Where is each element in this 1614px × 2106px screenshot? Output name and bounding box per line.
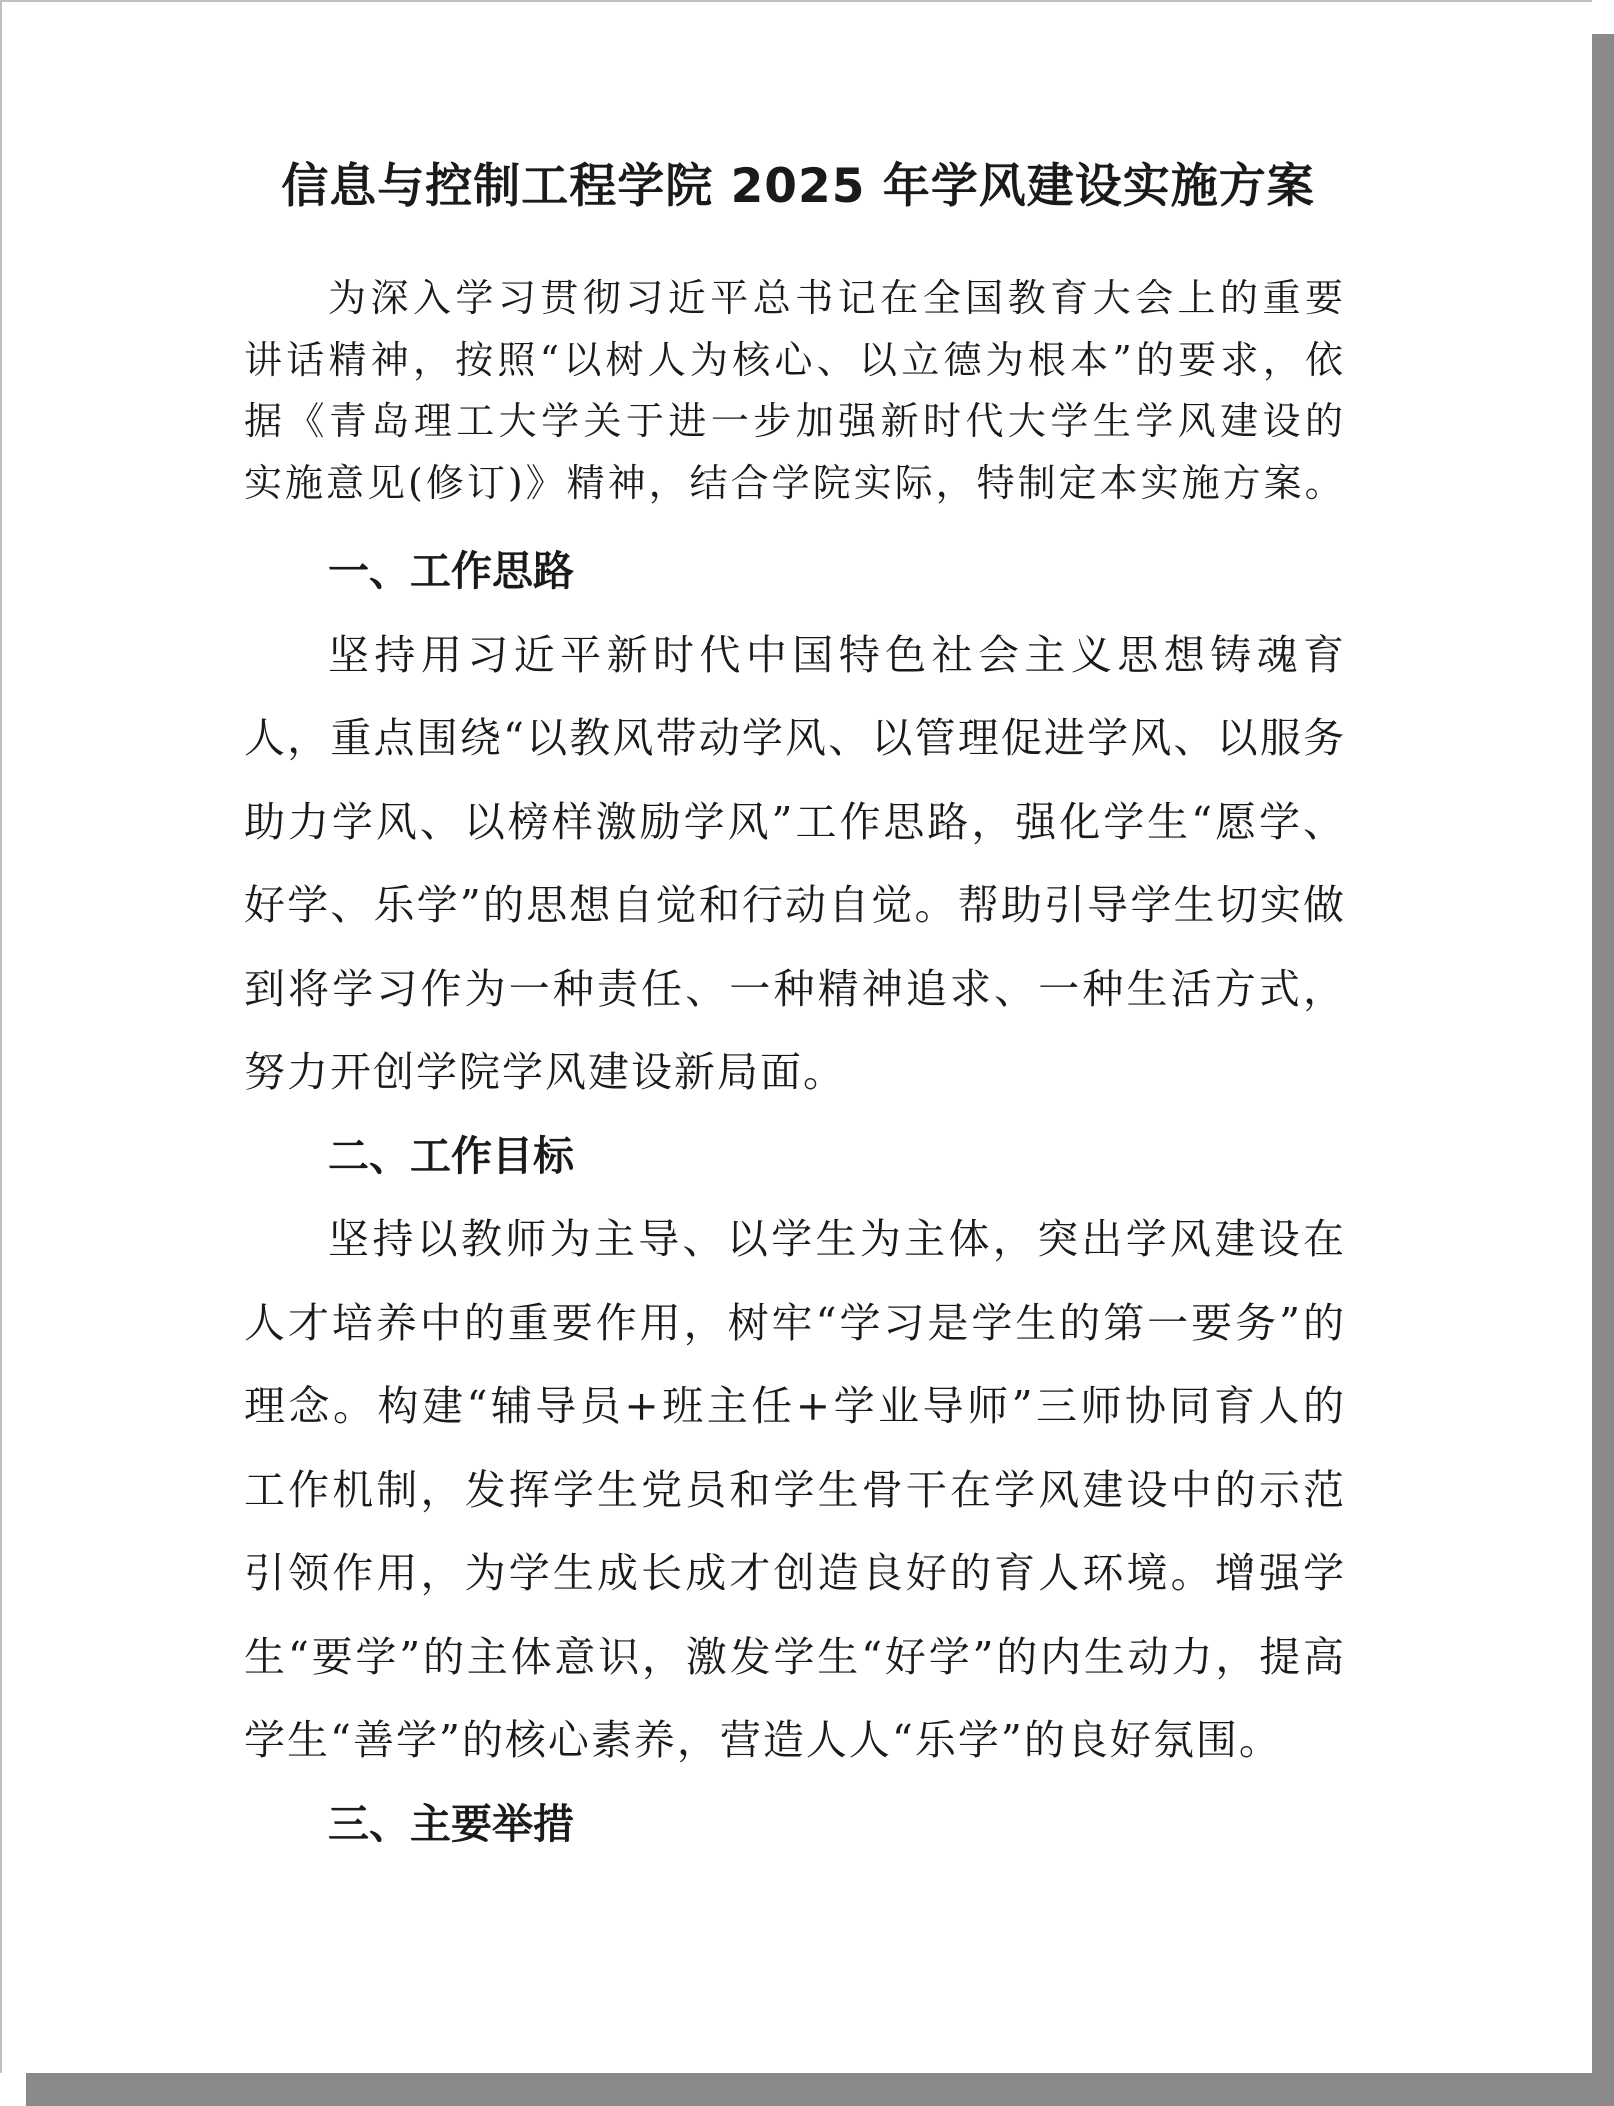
intro-paragraph: 为深入学习贯彻习近平总书记在全国教育大会上的重要讲话精神，按照“以树人为核心、以立德为根本”的要求，依据《青岛理工大学关于进一步加强新时代大学生学风建设的实施意见(修订)》精神，结合学院实际，特制定本实施方案。 — [244, 276, 1346, 505]
section-heading-1: 一、工作思路 — [328, 547, 574, 595]
section-heading-3: 三、主要举措 — [328, 1799, 574, 1848]
document-title: 信息与控制工程学院 2025 年学风建设实施方案 — [281, 159, 1315, 214]
document-body — [244, 268, 1346, 1866]
page-shadow-bottom — [26, 2073, 1614, 2106]
section-paragraph-2: 坚持以教师为主导、以学生为主体，突出学风建设在人才培养中的重要作用，树牢“学习是学生的第一要务”的理念。构建“辅导员+班主任+学业导师”三师协同育人的工作机制，发挥学生党员和学生骨干在学风建设中的示范引领作用，为学生成长成才创造良好的育人环境。增强学生“要学”的主体意识，激发学生“好学”的内生动力，提高学生“善学”的核心素养，营造人人“乐学”的良好氛围。 — [244, 1215, 1346, 1764]
section-heading-2: 二、工作目标 — [328, 1131, 574, 1180]
section-paragraph-1: 坚持用习近平新时代中国特色社会主义思想铸魂育人，重点围绕“以教风带动学风、以管理促进学风、以服务助力学风、以榜样激励学风”工作思路，强化学生“愿学、好学、乐学”的思想自觉和行动自觉。帮助引导学生切实做到将学习作为一种责任、一种精神追求、一种生活方式，努力开创学院学风建设新局面。 — [244, 630, 1346, 1096]
page-shadow-right — [1592, 34, 1614, 2106]
